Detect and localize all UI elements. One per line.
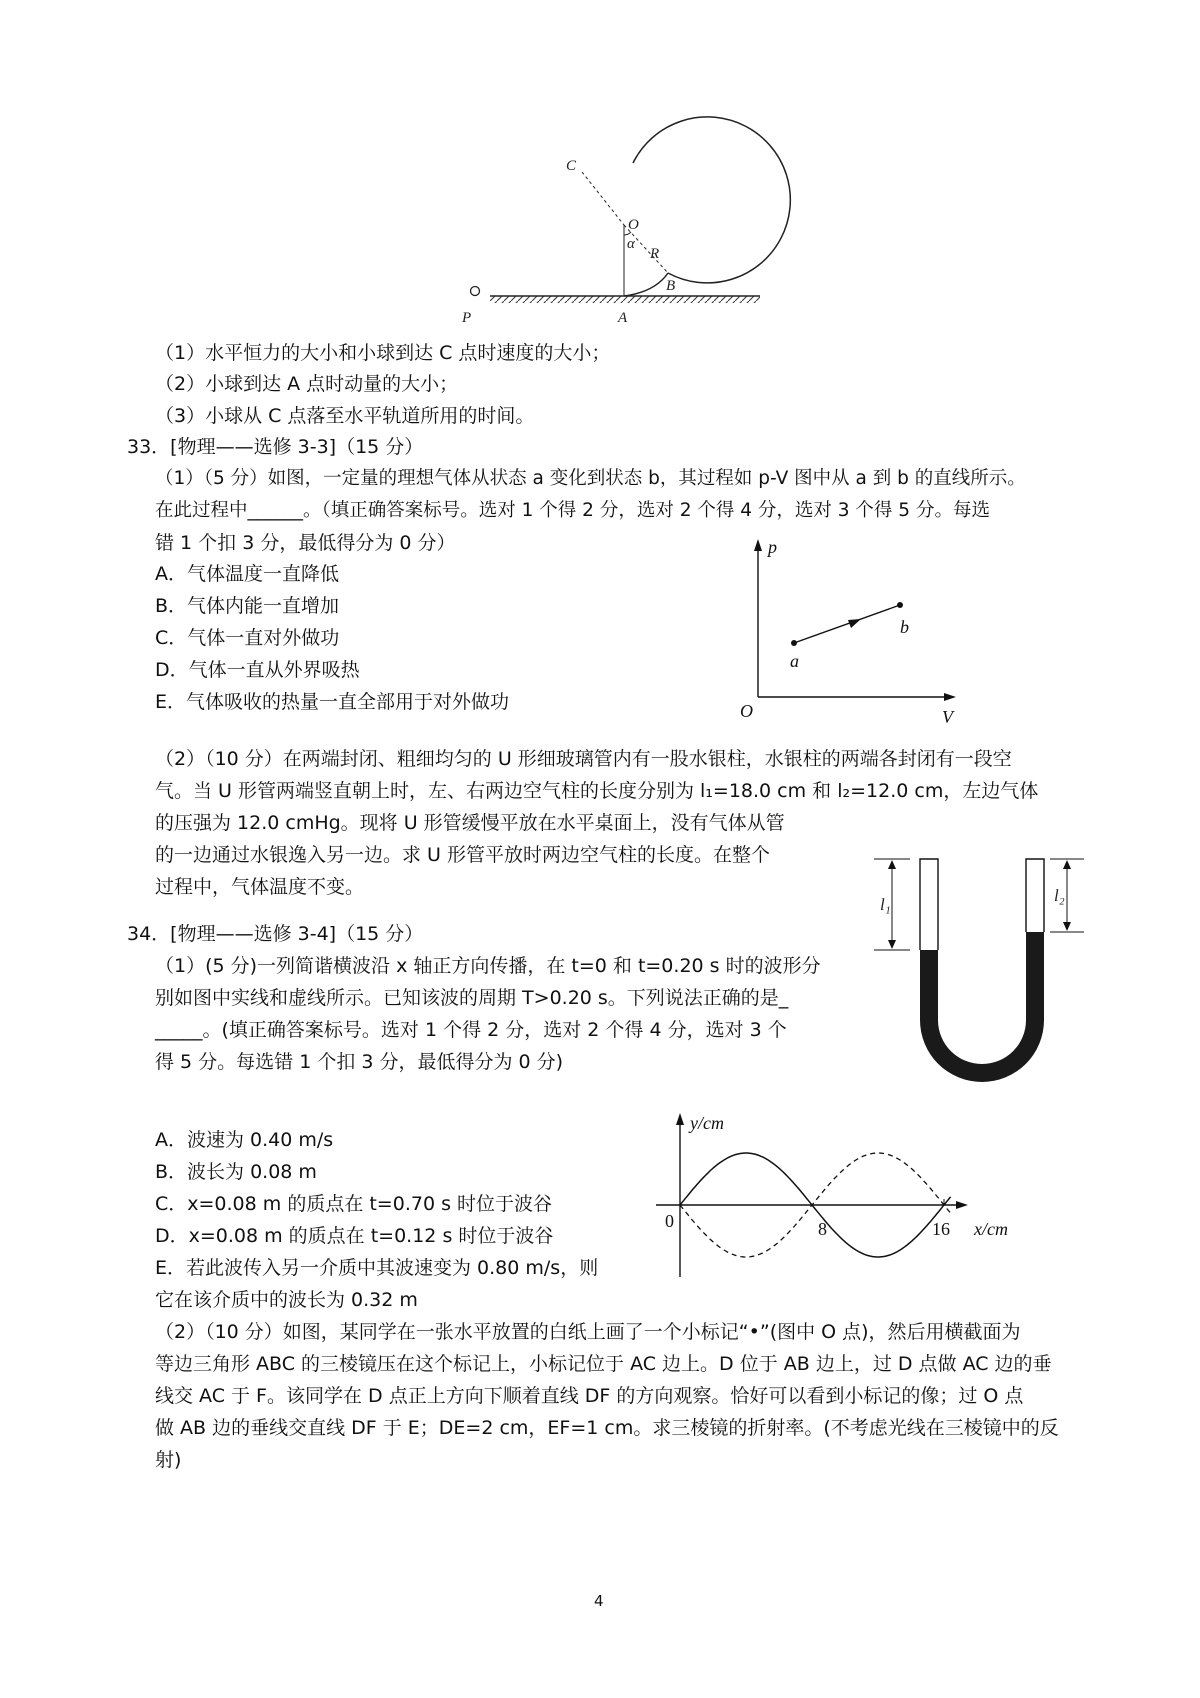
- q33-p2-line-3: 的压强为 12.0 cmHg。现将 U 形管缓慢平放在水平桌面上，没有气体从管: [155, 812, 785, 834]
- pv-process-arrow: [848, 619, 861, 628]
- l2-arrow-up: [1063, 860, 1071, 869]
- wave-y-label: y/cm: [690, 1113, 724, 1133]
- pv-process-line: [794, 605, 900, 643]
- label-alpha: α: [627, 236, 635, 252]
- wave-x-label: x/cm: [974, 1219, 1008, 1239]
- q34-option-c: C．x=0.08 m 的质点在 t=0.70 s 时位于波谷: [155, 1193, 553, 1215]
- wave-y-arrow: [676, 1113, 684, 1125]
- q33-p2-line-5: 过程中，气体温度不变。: [155, 876, 365, 898]
- q33-p1-line-1: （1）（5 分）如图，一定量的理想气体从状态 a 变化到状态 b，其过程如 p-V 图中从 a 到 b 的直线所示。: [155, 468, 1026, 489]
- q34-p2-line-1: （2）（10 分）如图，某同学在一张水平放置的白纸上画了一个小标记“•”(图中 O 点)，然后用横截面为: [155, 1321, 1021, 1343]
- label-r: R: [650, 246, 660, 262]
- pv-a-label: a: [790, 651, 799, 671]
- q34-option-b: B．波长为 0.08 m: [155, 1161, 317, 1183]
- q34-p2-line-5: 射): [155, 1449, 182, 1471]
- q34-p1-line-4: 得 5 分。每选错 1 个扣 3 分，最低得分为 0 分): [155, 1051, 564, 1073]
- q33-option-c: C．气体一直对外做功: [155, 627, 340, 649]
- label-c: C: [566, 158, 577, 174]
- label-p: P: [462, 310, 472, 326]
- pv-point-a: [791, 640, 797, 646]
- arc-b-to-a: [624, 273, 668, 296]
- q33-p2-line-1: （2）（10 分）在两端封闭、粗细均匀的 U 形细玻璃管内有一股水银柱，水银柱的两端各封闭有一段空: [155, 748, 1012, 770]
- u-tube-figure: [860, 855, 1065, 1095]
- wave-tick-16-label: 16: [932, 1219, 950, 1239]
- pv-point-b: [897, 602, 903, 608]
- q32-item-1: （1）水平恒力的大小和小球到达 C 点时速度的大小；: [155, 342, 611, 364]
- u-tube-left-air: [920, 859, 938, 950]
- q34-option-e-cont: 它在该介质中的波长为 0.32 m: [155, 1289, 418, 1311]
- u-tube-mercury: [920, 932, 1044, 1082]
- pv-b-label: b: [900, 617, 909, 637]
- wave-x-arrow: [956, 1201, 968, 1209]
- wave-solid-curve: [680, 1151, 944, 1255]
- pv-graph: [740, 535, 980, 730]
- q33-header: 33．[物理——选修 3-3]（15 分）: [127, 436, 424, 458]
- circular-track-figure: [462, 140, 770, 340]
- l1-arrow-down: [888, 940, 896, 949]
- line-c-o: [582, 172, 624, 225]
- q34-header: 34．[物理——选修 3-4]（15 分）: [127, 923, 424, 945]
- q33-p2-line-2: 气。当 U 形管两端竖直朝上时，左、右两边空气柱的长度分别为 l₁=18.0 cm 和 l₂=12.0 cm，左边气体: [155, 780, 1039, 802]
- q34-p1-line-2: 别如图中实线和虚线所示。已知该波的周期 T>0.20 s。下列说法正确的是_: [155, 987, 789, 1009]
- pv-x-arrow: [944, 693, 956, 701]
- u-tube-right-air: [1026, 859, 1044, 932]
- l1-label: l₁: [880, 895, 891, 914]
- pv-p-label: p: [768, 537, 777, 557]
- l1-arrow-up: [888, 860, 896, 869]
- q34-option-e: E．若此波传入另一介质中其波速变为 0.80 m/s，则: [155, 1257, 599, 1279]
- q33-option-d: D．气体一直从外界吸热: [155, 659, 360, 681]
- wave-tick-8-label: 8: [818, 1219, 827, 1239]
- q32-item-3: （3）小球从 C 点落至水平轨道所用的时间。: [155, 405, 535, 427]
- page-number: 4: [594, 1592, 604, 1610]
- q34-p1-line-3: _____。(填正确答案标号。选对 1 个得 2 分，选对 2 个得 4 分，选对 3 个: [155, 1019, 787, 1041]
- label-b: B: [666, 278, 676, 294]
- pv-y-arrow: [754, 539, 762, 551]
- q34-p1-line-1: （1）(5 分)一列简谐横波沿 x 轴正方向传播，在 t=0 和 t=0.20 s 时的波形分: [155, 955, 821, 977]
- pv-v-label: V: [942, 707, 953, 727]
- q33-p1-line-2: 在此过程中______。（填正确答案标号。选对 1 个得 2 分，选对 2 个得 4 分，选对 3 个得 5 分。每选: [155, 500, 990, 521]
- ground-hatch: [490, 296, 760, 303]
- q33-option-e: E．气体吸收的热量一直全部用于对外做功: [155, 691, 510, 713]
- q34-p2-line-3: 线交 AC 于 F。该同学在 D 点正上方向下顺着直线 DF 的方向观察。恰好可以看到小标记的像；过 O 点: [155, 1385, 1024, 1407]
- ball: [471, 287, 480, 296]
- q34-option-a: A．波速为 0.40 m/s: [155, 1129, 334, 1151]
- q33-option-a: A．气体温度一直降低: [155, 563, 339, 585]
- q34-p2-line-4: 做 AB 边的垂线交直线 DF 于 E；DE=2 cm，EF=1 cm。求三棱镜的折射率。(不考虑光线在三棱镜中的反: [155, 1417, 1059, 1439]
- pv-origin-label: O: [740, 701, 753, 721]
- label-a: A: [618, 310, 628, 326]
- wave-origin-label: 0: [665, 1211, 674, 1231]
- q34-option-d: D．x=0.08 m 的质点在 t=0.12 s 时位于波谷: [155, 1225, 554, 1247]
- wave-graph: [650, 1105, 1050, 1285]
- l2-arrow-down: [1063, 922, 1071, 931]
- label-o: O: [628, 217, 639, 233]
- q33-p1-line-3: 错 1 个扣 3 分，最低得分为 0 分）: [155, 532, 456, 554]
- q33-p2-line-4: 的一边通过水银逸入另一边。求 U 形管平放时两边空气柱的长度。在整个: [155, 844, 770, 866]
- l2-label: l₂: [1054, 886, 1065, 905]
- q34-p2-line-2: 等边三角形 ABC 的三棱镜压在这个标记上，小标记位于 AC 边上。D 位于 AB 边上，过 D 点做 AC 边的垂: [155, 1353, 1052, 1375]
- q32-item-2: （2）小球到达 A 点时动量的大小；: [155, 373, 459, 395]
- q33-option-b: B．气体内能一直增加: [155, 595, 340, 617]
